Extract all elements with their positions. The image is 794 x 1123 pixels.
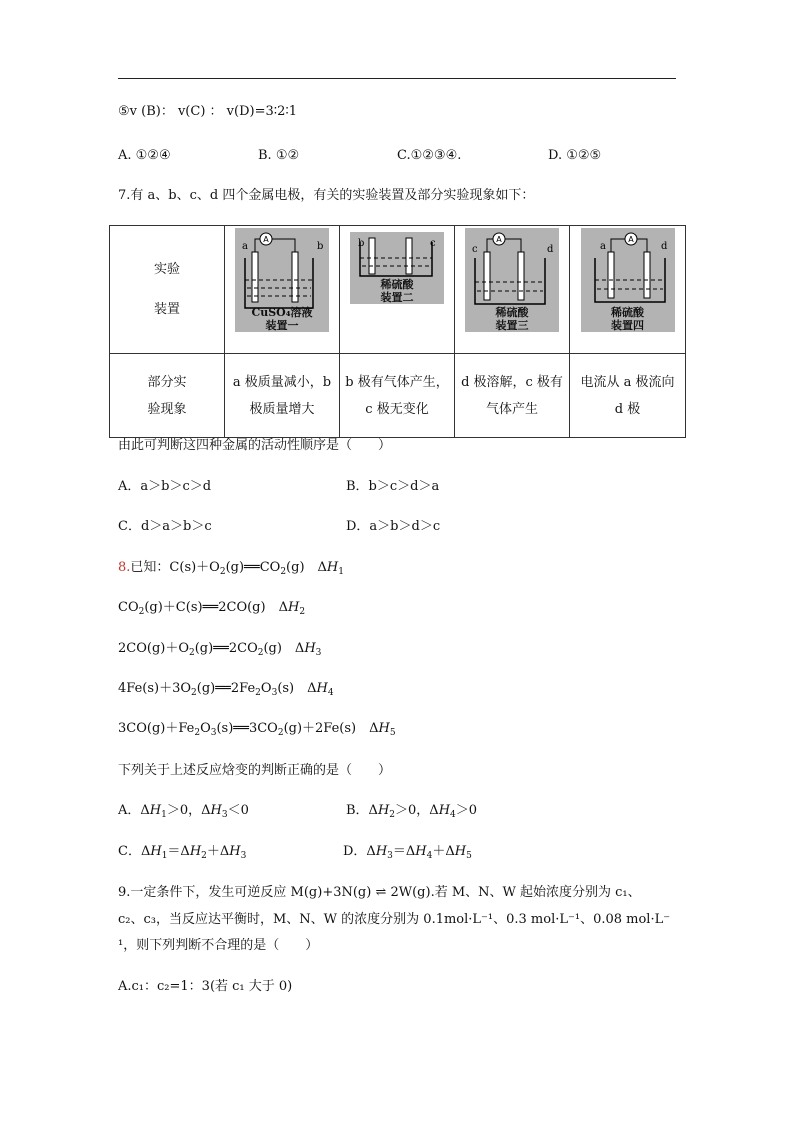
header-rule — [118, 78, 676, 79]
q7-option-a: A．a＞b＞c＞d — [118, 479, 212, 494]
svg-text:A: A — [627, 235, 634, 244]
q7-option-b: B．b＞c＞d＞a — [346, 479, 440, 494]
svg-text:A: A — [263, 235, 269, 244]
svg-text:a: a — [242, 241, 248, 252]
q9-line-2: c₂、c₃，当反应达平衡时，M、N、W 的浓度分别为 0.1mol·L⁻¹、0.3 mol·L⁻¹、0.08 mol·L⁻ — [118, 912, 671, 927]
apparatus-4 — [570, 226, 686, 354]
experiment-table — [109, 225, 686, 438]
q7-option-c: C．d＞a＞b＞c — [118, 519, 212, 534]
prev-option-a: A. ①②④ — [118, 148, 171, 163]
prev-option-d: D. ①②⑤ — [548, 148, 602, 163]
svg-text:b: b — [358, 238, 365, 249]
item-5: ⑤v (B)： v(C) ： v(D)=3∶2∶1 — [118, 104, 298, 119]
q8-eq-3: $2CO(g)+O_2(g)══2CO_2(g)$ $\Delta H_3$ — [118, 641, 322, 658]
q8-option-a: A．$\Delta H_1>0$，$\Delta H_3<0$ — [118, 803, 249, 820]
prev-option-b: B. ①② — [258, 148, 300, 163]
svg-text:d: d — [547, 244, 554, 255]
q7-stem — [118, 187, 534, 205]
q9-line-1: 9.一定条件下，发生可逆反应 M(g)+3N(g) ⇌ 2W(g).若 M、N、W 起始浓度分别为 c₁、 — [118, 885, 641, 900]
apparatus-2 — [340, 226, 455, 354]
prev-option-c: C.①②③④. — [397, 148, 462, 163]
q8-eq-5: $3CO(g)+Fe_2O_3(s)══3CO_2(g)+2Fe(s)$ $\Delta H_5$ — [118, 721, 396, 738]
apparatus-1-image: A a b CuSO₄溶液 装置一 — [235, 228, 329, 332]
apparatus-3 — [455, 226, 570, 354]
svg-text:d: d — [660, 241, 667, 252]
q7-option-d: D．a＞b＞d＞c — [346, 519, 441, 534]
q7-stem-text: 有 a、b、c、d 四个金属电极，有关的实验装置及部分实验现象如下： — [130, 188, 535, 203]
q8-eq-2: $CO_2(g)+C(s)══2CO(g)$ $\Delta H_2$ — [118, 600, 306, 617]
q8-stem: 8.已知：$C(s)+O_2(g)══CO_2(g)$ $\Delta H_1$ — [118, 560, 344, 577]
apparatus-3-image: A c d 稀硫酸 装置三 — [465, 228, 559, 332]
q8-eq-4: $4Fe(s)+3O_2(g)══2Fe_2O_3(s)$ $\Delta H_4$ — [118, 681, 334, 698]
apparatus-1 — [225, 226, 340, 354]
svg-text:a: a — [599, 241, 606, 252]
q9-line-3: ¹，则下列判断不合理的是（ ） — [118, 938, 319, 953]
apparatus-2-image: b c 稀硫酸 装置二 — [350, 232, 444, 304]
observation-3: d 极溶解，c 极有 气体产生 — [455, 354, 570, 438]
row-label-observation: 部分实 验现象 — [110, 354, 225, 438]
observation-1: a 极质量减小，b 极质量增大 — [225, 354, 340, 438]
q8-option-c: C．$\Delta H_1=\Delta H_2+\Delta H_3$ — [118, 844, 247, 861]
q8-option-d: D．$\Delta H_3=\Delta H_4+\Delta H_5$ — [343, 844, 472, 861]
q8-number: 8. — [118, 560, 131, 575]
svg-text:c: c — [430, 238, 436, 249]
q7-number: 7. — [118, 188, 131, 203]
apparatus-4-image: A a d 稀硫酸 装置四 — [581, 228, 675, 332]
row-label-apparatus: 实验 装置 — [110, 226, 225, 354]
observation-4: 电流从 a 极流向 d 极 — [570, 354, 686, 438]
q9-number: 9. — [118, 885, 131, 900]
observation-2: b 极有气体产生， c 极无变化 — [340, 354, 455, 438]
svg-text:c: c — [472, 244, 478, 255]
q9-option-a: A.c₁：c₂=1：3(若 c₁ 大于 0) — [118, 979, 293, 994]
q8-question: 下列关于上述反应焓变的判断正确的是（ ） — [118, 763, 392, 778]
q8-option-b: B．$\Delta H_2>0$，$\Delta H_4>0$ — [346, 803, 478, 820]
q7-question: 由此可判断这四种金属的活动性顺序是（ ） — [118, 438, 392, 453]
svg-text:A: A — [496, 235, 502, 244]
svg-text:b: b — [317, 241, 324, 252]
